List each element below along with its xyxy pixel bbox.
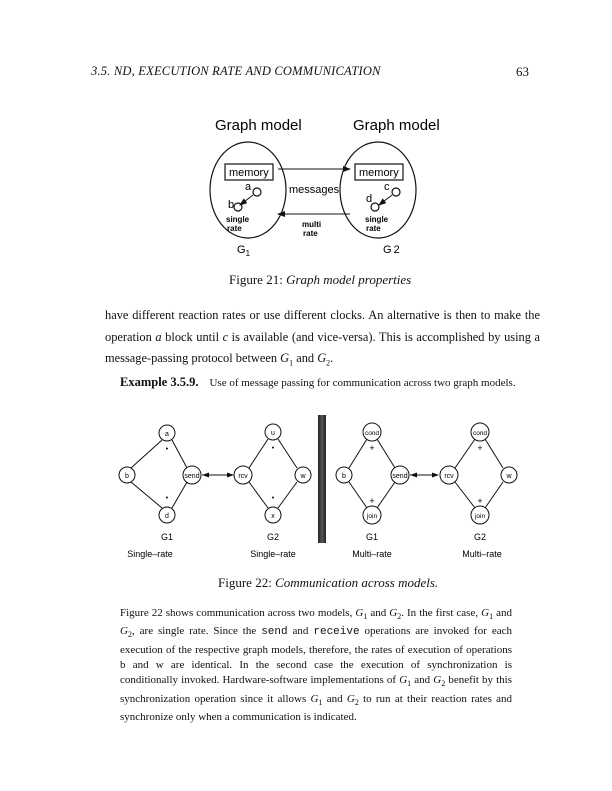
fig22-rate-2: Single–rate bbox=[250, 549, 296, 559]
figure-22-communication bbox=[110, 415, 530, 565]
figure-22-paragraph: Figure 22 shows communication across two models, $G_1$ and $G_2$. In the first case, $G_1$ and $G_2$, are single rate. Since the send and receive operations are invoked for each execution of the respective graph models, therefore, the rates of execution of operations b and w are identical. In the second case the execution of synchronization is conditionally invoked. Hardware-software implementations of $G_1$ and $G_2$ benefit by this synchronization operation since it allows $G_1$ and $G_2$ to run at their reaction rates and synchronize only when a communication is indicated. bbox=[120, 607, 513, 723]
fig21-node-d bbox=[371, 203, 379, 211]
svg-text:+: + bbox=[369, 443, 375, 453]
running-head: 3.5. ND, EXECUTION RATE AND COMMUNICATION bbox=[91, 64, 381, 78]
example-block bbox=[120, 375, 520, 391]
fig22-node-cond-1: cond bbox=[364, 430, 380, 437]
fig21-edge-a-b bbox=[240, 195, 253, 205]
fig22-rate-1: Single–rate bbox=[127, 549, 173, 559]
fig21-node-a bbox=[253, 188, 261, 196]
fig21-single-left: single bbox=[226, 215, 250, 224]
fig22-label-g2-multi: G2 bbox=[473, 532, 487, 542]
fig21-multi: multi bbox=[302, 220, 322, 229]
svg-text:•: • bbox=[165, 495, 169, 502]
fig22-node-d: d bbox=[165, 513, 169, 520]
fig22-node-rcv-2: rcv bbox=[444, 473, 454, 480]
fig22-model-1 bbox=[119, 425, 201, 523]
fig22-node-send-2: send bbox=[392, 473, 408, 480]
fig22-node-x: x bbox=[271, 513, 275, 520]
fig21-node-c-label: c bbox=[384, 181, 390, 193]
example-label: Example 3.5.9. bbox=[120, 375, 199, 389]
fig22-node-cond-2: cond bbox=[472, 430, 488, 437]
fig22-node-a: a bbox=[165, 431, 169, 438]
fig22-rate-3: Multi–rate bbox=[352, 549, 392, 559]
svg-text:+: + bbox=[477, 443, 483, 453]
fig22-node-b-2: b bbox=[342, 473, 346, 480]
fig22-label-g2-single: G2 bbox=[266, 532, 280, 542]
fig22-separator bbox=[318, 415, 326, 543]
fig21-messages: messages bbox=[289, 184, 340, 196]
fig22-node-rcv-1: rcv bbox=[238, 473, 248, 480]
fig21-multi-rate: rate bbox=[303, 229, 318, 238]
fig22-model-2 bbox=[234, 424, 311, 523]
fig21-single-right: single bbox=[365, 215, 389, 224]
fig21-left-title: Graph model bbox=[215, 117, 302, 134]
fig21-memory-left: memory bbox=[229, 167, 269, 179]
fig21-memory-right: memory bbox=[359, 167, 399, 179]
fig22-model-3 bbox=[336, 423, 409, 524]
body-paragraph: have different reaction rates or use different clocks. An alternative is then to make the operation a block until c is available (and vice-versa). This is accomplished by using a message-passing protocol between $G_1$ and $G_2$. bbox=[105, 308, 540, 368]
code-send: send bbox=[261, 626, 288, 639]
fig21-g2-label: G 2 bbox=[383, 244, 400, 256]
page-number: 63 bbox=[516, 64, 529, 79]
fig21-node-a-label: a bbox=[245, 181, 252, 193]
figure-21-graph-model bbox=[190, 112, 450, 262]
fig22-node-w-2: w bbox=[506, 473, 512, 480]
fig21-rate-right: rate bbox=[366, 224, 381, 233]
fig22-node-b: b bbox=[125, 473, 129, 480]
fig21-g1-label: $G_1$ bbox=[237, 244, 251, 258]
figure-21-caption: Figure 21: Graph model properties bbox=[229, 272, 412, 287]
fig21-rate-left: rate bbox=[227, 224, 242, 233]
svg-text:•: • bbox=[271, 445, 275, 452]
fig22-node-u: u bbox=[271, 430, 275, 437]
example-text: Use of message passing for communication across two graph models. bbox=[209, 377, 516, 389]
fig22-model-4 bbox=[440, 423, 517, 524]
fig21-node-c bbox=[392, 188, 400, 196]
fig22-node-send-1: send bbox=[184, 473, 200, 480]
fig21-node-b-label: b bbox=[228, 199, 235, 211]
fig22-rate-4: Multi–rate bbox=[462, 549, 502, 559]
svg-text:+: + bbox=[477, 496, 483, 506]
fig22-node-join-2: join bbox=[474, 513, 486, 520]
fig22-label-g1-single: G1 bbox=[160, 532, 174, 542]
fig21-edge-c-d bbox=[379, 195, 392, 205]
fig21-node-d-label: d bbox=[366, 193, 373, 205]
svg-text:•: • bbox=[165, 446, 169, 453]
fig22-node-w-1: w bbox=[300, 473, 306, 480]
svg-text:•: • bbox=[271, 495, 275, 502]
fig22-label-g1-multi: G1 bbox=[365, 532, 379, 542]
fig21-node-b bbox=[234, 203, 242, 211]
code-receive: receive bbox=[313, 626, 360, 639]
figure-22-caption: Figure 22: Communication across models. bbox=[218, 575, 439, 590]
svg-text:+: + bbox=[369, 496, 375, 506]
fig22-node-join-1: join bbox=[366, 513, 378, 520]
fig21-right-title: Graph model bbox=[353, 117, 440, 134]
